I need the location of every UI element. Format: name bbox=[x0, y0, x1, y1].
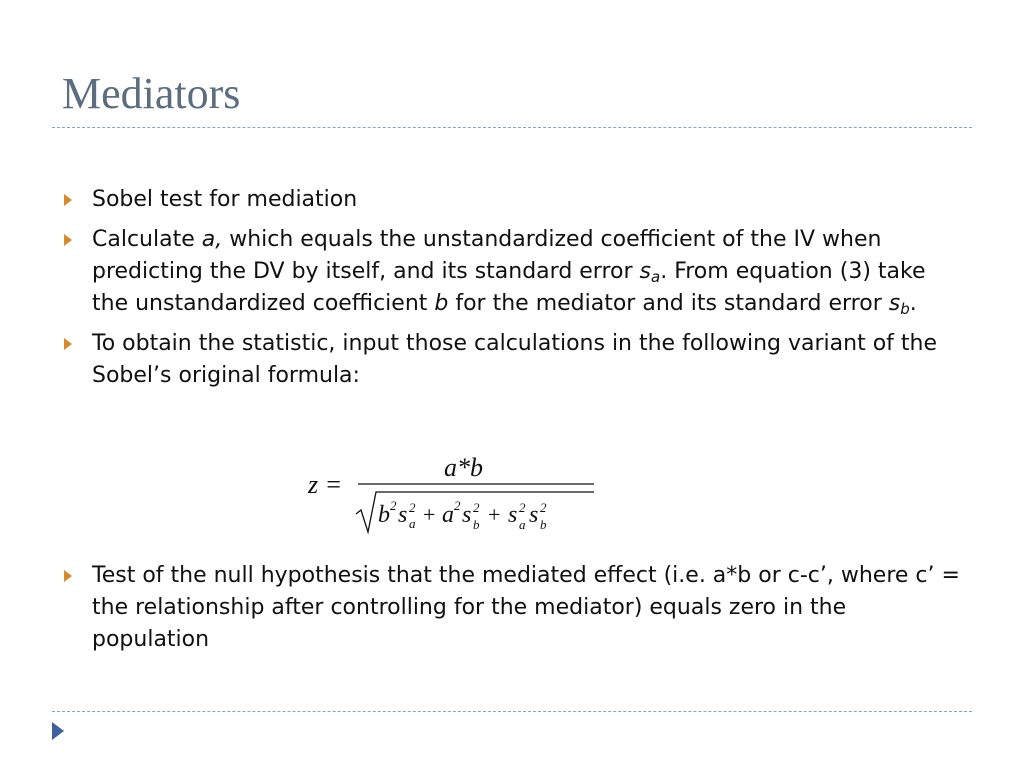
den-s3: s bbox=[508, 502, 518, 528]
subscript-a: a bbox=[651, 268, 661, 286]
bullet-text-2d: for the mediator and its standard error bbox=[448, 291, 889, 316]
bullet-marker-icon bbox=[64, 234, 72, 246]
den-s4-exp: 2 bbox=[540, 500, 547, 515]
sobel-formula bbox=[306, 448, 606, 538]
formula-numerator: a*b bbox=[444, 453, 483, 482]
bullet-item-1 bbox=[64, 184, 964, 216]
den-s1: s bbox=[398, 502, 408, 528]
den-s1-exp: 2 bbox=[409, 500, 416, 515]
next-slide-icon[interactable] bbox=[52, 722, 64, 740]
den-a-exp: 2 bbox=[454, 498, 461, 513]
den-b-exp: 2 bbox=[390, 498, 397, 513]
slide-title: Mediators bbox=[62, 69, 241, 118]
var-a: a, bbox=[201, 227, 223, 252]
den-a: a bbox=[442, 502, 454, 528]
title-divider bbox=[52, 127, 972, 128]
subscript-b: b bbox=[900, 300, 910, 318]
den-plus-2: + bbox=[488, 502, 501, 527]
den-s4: s bbox=[529, 502, 539, 528]
bullet-text-2e: . bbox=[909, 291, 917, 316]
var-s-a: s bbox=[639, 259, 651, 284]
den-s2-exp: 2 bbox=[473, 500, 480, 515]
formula-lhs: z = bbox=[308, 470, 343, 499]
bullet-marker-icon bbox=[64, 570, 72, 582]
bullet-item-2 bbox=[64, 224, 964, 320]
bullet-list bbox=[64, 184, 964, 400]
var-b: b bbox=[434, 291, 449, 316]
den-s3-exp: 2 bbox=[519, 500, 526, 515]
bullet-marker-icon bbox=[64, 338, 72, 350]
bullet-list-lower bbox=[64, 560, 964, 664]
var-s-b: s bbox=[888, 291, 901, 316]
den-s2: s bbox=[462, 502, 472, 528]
den-s4-sub: b bbox=[540, 517, 547, 532]
den-b: b bbox=[378, 502, 390, 528]
footer-divider bbox=[52, 711, 972, 712]
bullet-text-1: Sobel test for mediation bbox=[92, 187, 358, 212]
bullet-text-3: To obtain the statistic, input those calculations in the following variant of the Sobel’s original formula: bbox=[92, 331, 937, 388]
bullet-text-2c: . From equation (3) take the unstandardized coefficient bbox=[92, 259, 926, 316]
den-s1-sub: a bbox=[409, 516, 416, 531]
bullet-text-2b: which equals the unstandardized coefficient of the IV when predicting the DV by itself, and its standard error bbox=[92, 227, 882, 284]
den-s2-sub: b bbox=[473, 517, 480, 532]
den-plus-1: + bbox=[423, 502, 436, 527]
bullet-marker-icon bbox=[64, 194, 72, 206]
den-s3-sub: a bbox=[519, 517, 526, 532]
bullet-text-2a: Calculate bbox=[92, 227, 202, 252]
bullet-item-4 bbox=[64, 560, 964, 656]
bullet-text-4: Test of the null hypothesis that the mediated effect (i.e. a*b or c-c’, where c’ = the relationship after controlling for the mediator) equals zero in the population bbox=[92, 563, 960, 652]
bullet-item-3 bbox=[64, 328, 964, 392]
